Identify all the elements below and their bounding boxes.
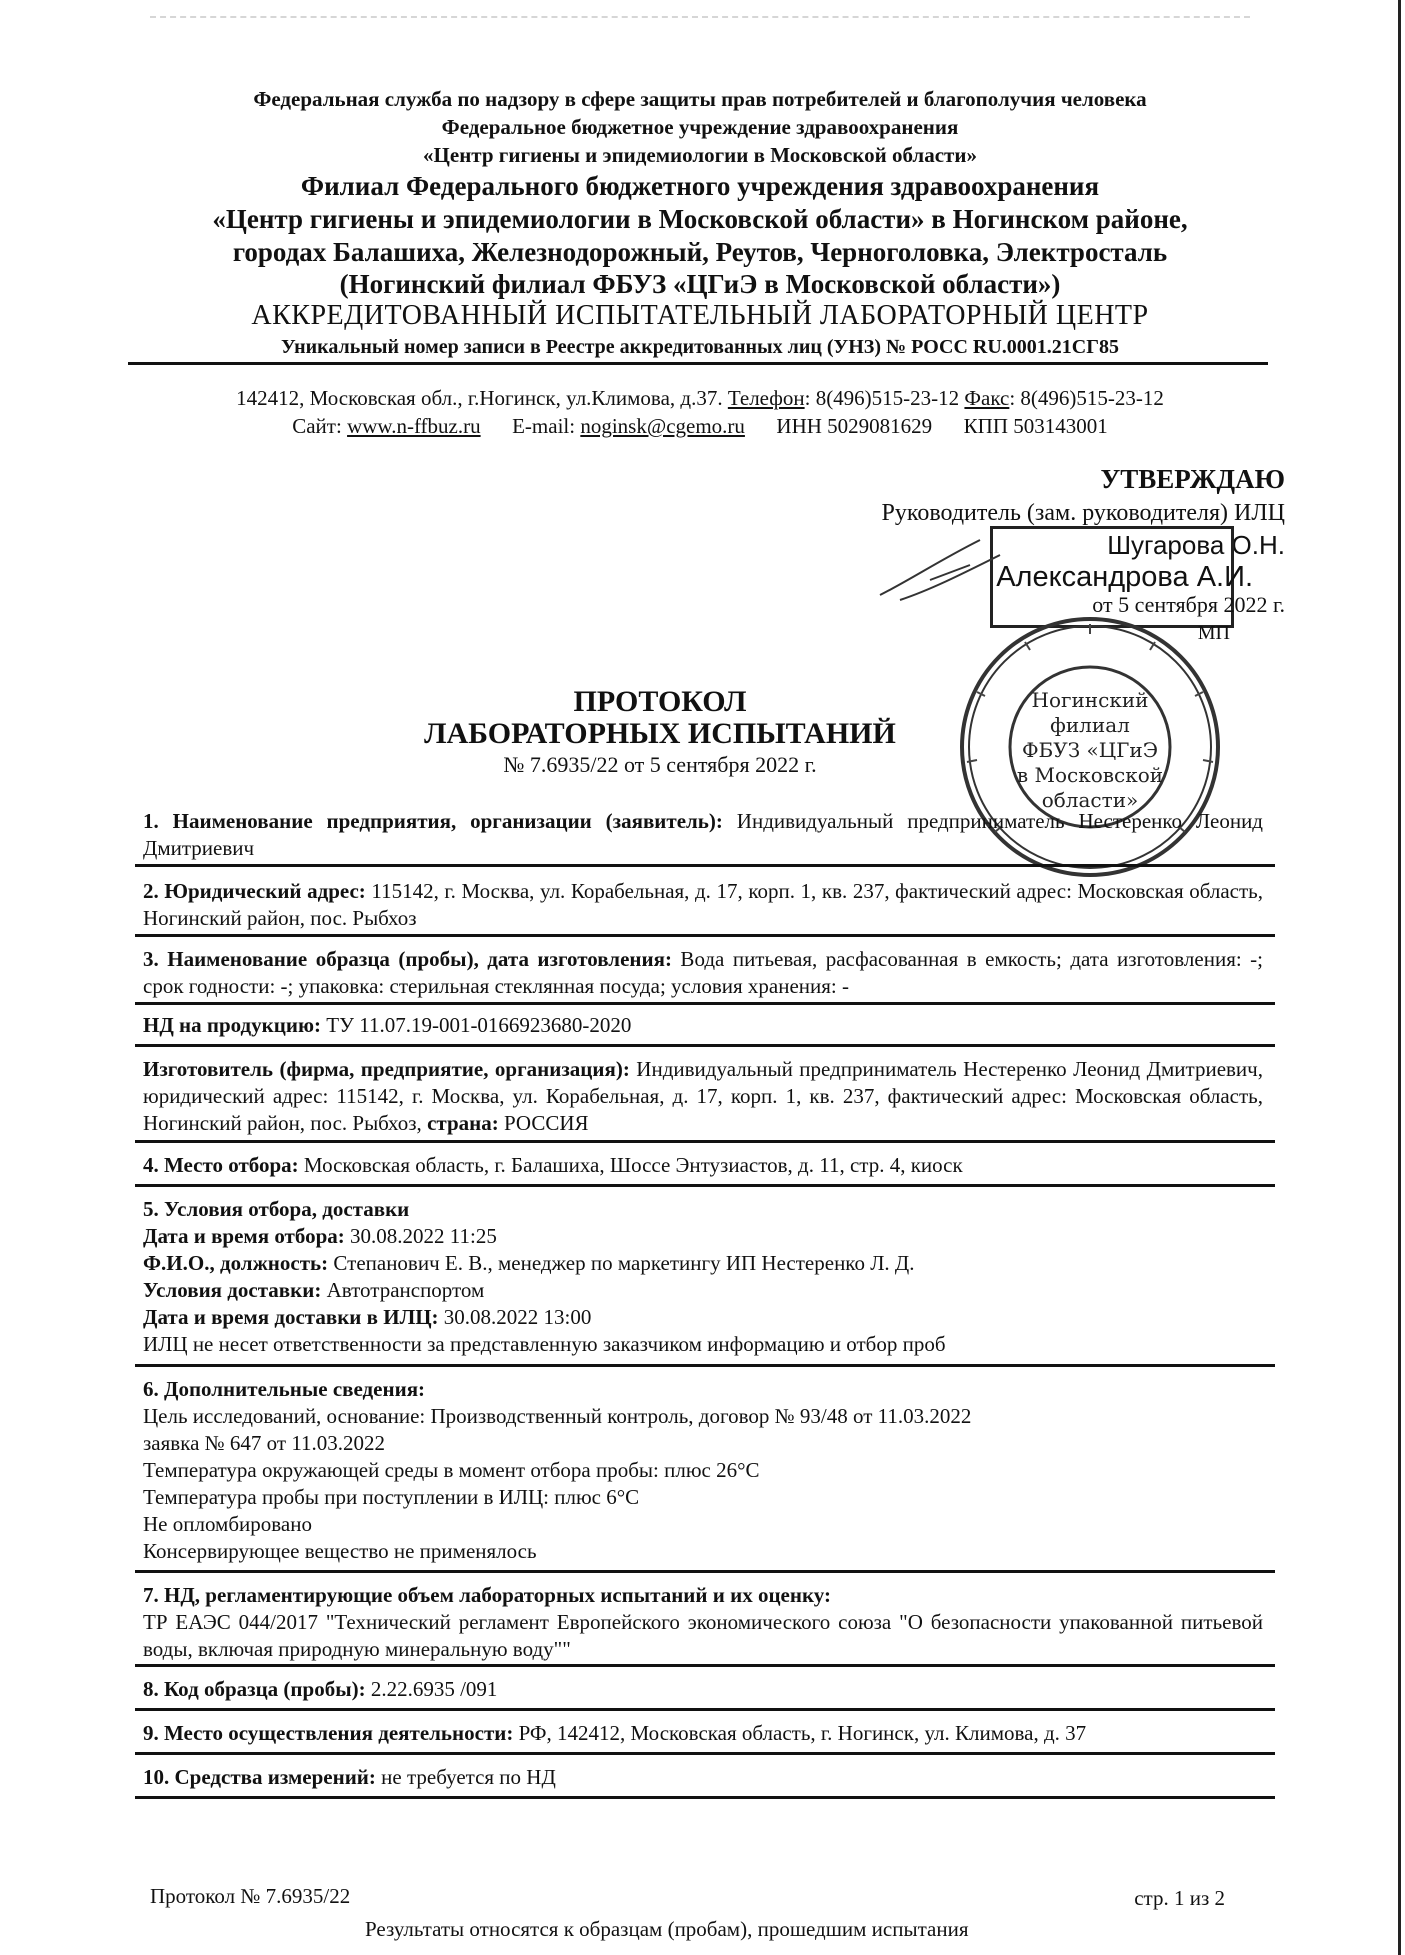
approve-heading: УТВЕРЖДАЮ	[1100, 464, 1285, 494]
header-registry: Уникальный номер записи в Реестре аккредитованных лиц (УНЗ) № РОСС RU.0001.21СГ85	[281, 336, 1119, 358]
inn: ИНН 5029081629	[776, 414, 933, 438]
section-divider	[135, 1140, 1275, 1143]
footer-page-number: стр. 1 из 2	[1134, 1886, 1225, 1910]
stamp-center-line: филиал	[1050, 713, 1130, 737]
site-label: Сайт:	[292, 414, 342, 438]
section-divider	[135, 934, 1275, 937]
protocol-number: № 7.6935/22 от 5 сентября 2022 г.	[503, 752, 817, 777]
section-divider	[135, 1752, 1275, 1755]
contacts-line-2	[130, 412, 1270, 440]
footer-protocol-number: Протокол № 7.6935/22	[150, 1884, 351, 1908]
approve-role: Руководитель (зам. руководителя) ИЛЦ	[881, 500, 1285, 526]
contacts-line-1	[130, 384, 1270, 412]
protocol-subtitle: ЛАБОРАТОРНЫХ ИСПЫТАНИЙ	[424, 717, 896, 750]
section-divider	[135, 1570, 1275, 1573]
header-lab-center: АККРЕДИТОВАННЫЙ ИСПЫТАТЕЛЬНЫЙ ЛАБОРАТОРНЫЙ ЦЕНТР	[251, 300, 1149, 331]
section-1: 1. Наименование предприятия, организации (заявитель): Индивидуальный предприниматель Нестеренко Леонид Дмитриевич	[143, 809, 1263, 860]
section-divider	[135, 864, 1275, 867]
protocol-title: ПРОТОКОЛ	[573, 685, 747, 718]
stamp-center-line: в Московской	[1016, 763, 1164, 787]
phone-label: Телефон	[727, 386, 805, 410]
section-manufacturer: Изготовитель (фирма, предприятие, организация): Индивидуальный предприниматель Нестеренко Леонид Дмитриевич, юридический адрес: 115142, г. Москва, ул. Корабельная, д. 17, корп. 1, кв. 237, фактический адрес: Московская область, Ногинский район, пос. Рыбхоз, страна: РОССИЯ	[143, 1057, 1263, 1135]
header-branch: Филиал Федерального бюджетного учреждения здравоохранения	[300, 171, 1100, 201]
section-divider	[135, 1708, 1275, 1711]
footer-note: Результаты относятся к образцам (пробам), прошедшим испытания	[365, 1917, 969, 1941]
email-label: E-mail:	[512, 414, 576, 438]
scan-edge-right	[1398, 0, 1401, 1955]
section-divider	[135, 1796, 1275, 1799]
header-branch-2: «Центр гигиены и эпидемиологии в Московской области» в Ногинском районе,	[212, 204, 1188, 234]
address: 142412, Московская обл., г.Ногинск, ул.Климова, д.37.	[236, 386, 723, 410]
section-6: 6. Дополнительные сведения: Цель исследований, основание: Производственный контроль, договор № 93/48 от 11.03.2022 заявка № 647 от 11.03.2022 Температура окружающей среды в момент отбора пробы: плюс 26°С Температура пробы при поступлении в ИЛЦ: плюс 6°С Не опломбировано Консервирующее вещество не применялось	[143, 1377, 972, 1563]
section-divider	[135, 1664, 1275, 1667]
approver-name-stamped: Александрова А.И.	[996, 561, 1253, 593]
section-4: 4. Место отбора: Московская область, г. Балашиха, Шоссе Энтузиастов, д. 11, стр. 4, киоск	[143, 1153, 963, 1177]
section-7: 7. НД, регламентирующие объем лабораторных испытаний и их оценку: ТР ЕАЭС 044/2017 "Технический регламент Европейского экономического союза "О безопасности упакованной питьевой воды, включая природную минеральную воду""	[143, 1583, 1263, 1661]
section-9: 9. Место осуществления деятельности: РФ, 142412, Московская область, г. Ногинск, ул. Климова, д. 37	[143, 1721, 1087, 1745]
header-agency: Федеральная служба по надзору в сфере защиты прав потребителей и благополучия человека	[253, 87, 1147, 111]
approve-date: от 5 сентября 2022 г.	[1092, 592, 1285, 617]
fax: : 8(496)515-23-12	[1009, 386, 1164, 410]
section-2: 2. Юридический адрес: 115142, г. Москва, ул. Корабельная, д. 17, корп. 1, кв. 237, фактический адрес: Московская область, Ногинский район, пос. Рыбхоз	[143, 879, 1263, 930]
section-5: 5. Условия отбора, доставки Дата и время отбора: 30.08.2022 11:25 Ф.И.О., должность: Степанович Е. В., менеджер по маркетингу ИП Нестеренко Л. Д. Условия доставки: Автотранспортом Дата и время доставки в ИЛЦ: 30.08.2022 13:00 ИЛЦ не несет ответственности за представленную заказчиком информацию и отбор проб	[143, 1197, 946, 1356]
signature	[870, 520, 1010, 610]
header-rule	[128, 362, 1268, 365]
site-link[interactable]: www.n-ffbuz.ru	[347, 414, 481, 438]
stamp-center-line: Ногинский	[1031, 688, 1149, 712]
fax-label: Факс	[964, 386, 1010, 410]
stamp-center-line: области»	[1041, 788, 1139, 812]
email-link[interactable]: noginsk@cgemo.ru	[580, 414, 745, 438]
section-8: 8. Код образца (пробы): 2.22.6935 /091	[143, 1677, 498, 1701]
header-branch-short: (Ногинский филиал ФБУЗ «ЦГиЭ в Московской области»)	[339, 269, 1061, 299]
stamp-mp: МП	[1197, 622, 1230, 644]
section-product-nd: НД на продукцию: ТУ 11.07.19-001-0166923680-2020	[143, 1013, 632, 1037]
header-center: «Центр гигиены и эпидемиологии в Московской области»	[423, 143, 977, 167]
section-divider	[135, 1002, 1275, 1005]
header-branch-3: городах Балашиха, Железнодорожный, Реутов, Черноголовка, Электросталь	[232, 237, 1168, 267]
section-10: 10. Средства измерений: не требуется по НД	[143, 1765, 556, 1789]
section-divider	[135, 1364, 1275, 1367]
kpp: КПП 503143001	[963, 414, 1108, 438]
header-institution: Федеральное бюджетное учреждение здравоохранения	[441, 115, 959, 139]
phone: : 8(496)515-23-12	[804, 386, 960, 410]
section-divider	[135, 1184, 1275, 1187]
section-3: 3. Наименование образца (пробы), дата изготовления: Вода питьевая, расфасованная в емкость; дата изготовления: -; срок годности: -; упаковка: стерильная стеклянная посуда; условия хранения: -	[143, 947, 1263, 998]
section-divider	[135, 1044, 1275, 1047]
approver-name-printed: Шугарова О.Н.	[1107, 530, 1285, 560]
scan-edge-top	[150, 6, 1250, 18]
stamp-center-line: ФБУЗ «ЦГиЭ	[1021, 738, 1159, 762]
